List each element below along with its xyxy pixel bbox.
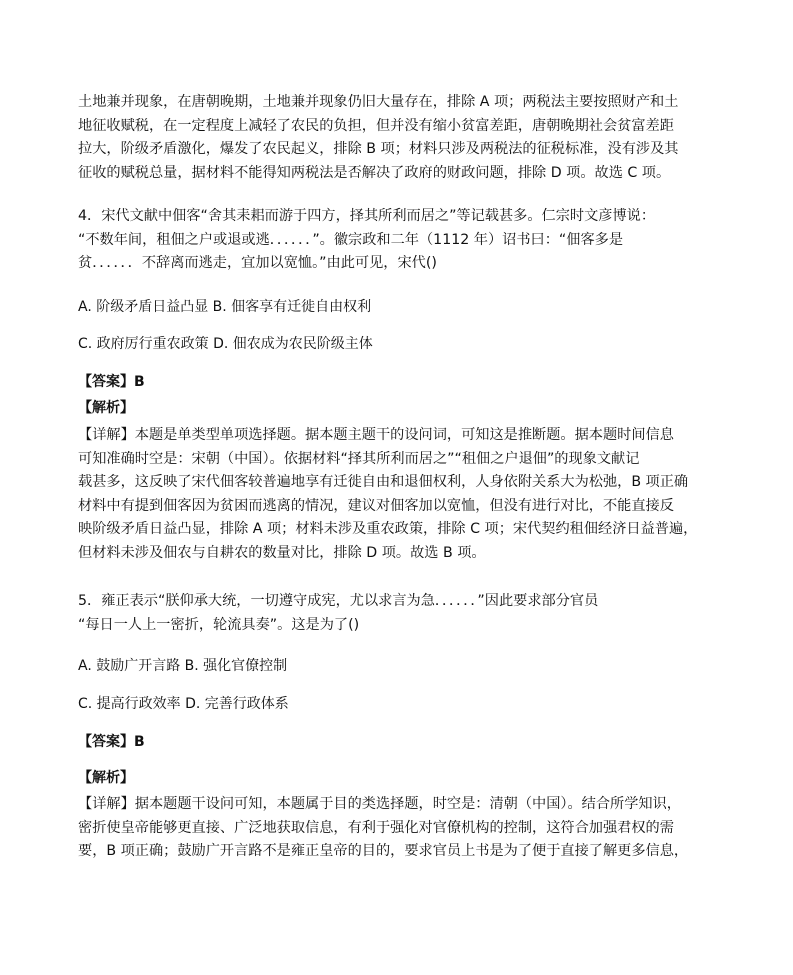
text-line: 拉大，阶级矛盾激化，爆发了农民起义，排除 B 项；材料只涉及两税法的征税标准，没有涉及其: [78, 141, 679, 157]
text-line: 映阶级矛盾日益凸显，排除 A 项；材料未涉及重农政策，排除 C 项；宋代契约租佃经济日益普遍，: [78, 521, 698, 537]
question-4-options-cd: C. 政府厉行重农政策 D. 佃农成为农民阶级主体: [78, 336, 373, 352]
question-4-stem: [78, 205, 718, 276]
text-line: 5．雍正表示“朕仰承大统，一切遵守成宪，尤以求言为急．．．．．．”因此要求部分官员: [78, 593, 599, 609]
question-4-answer: 【答案】B: [78, 374, 145, 390]
text-line: 可知准确时空是：宋朝（中国）。依据材料“择其所利而居之”“租佃之户退佃”的现象文献记: [78, 450, 640, 467]
question-5-options-cd: C. 提高行政效率 D. 完善行政体系: [78, 696, 289, 712]
text-line: 【详解】据本题题干设问可知，本题属于目的类选择题，时空是：清朝（中国）。结合所学知识，: [78, 796, 681, 812]
text-line: “每日一人上一密折，轮流具奏”。这是为了(): [78, 616, 360, 633]
question-5-options-ab: A. 鼓励广开言路 B. 强化官僚控制: [78, 658, 288, 674]
text-line: 载甚多，这反映了宋代佃客较普遍地享有迁徙自由和退佃权利，人身依附关系大为松弛，B 项正确: [78, 474, 689, 490]
question-4-detail: [78, 424, 718, 565]
text-line: 【详解】本题是单类型单项选择题。据本题主题干的设问词，可知这是推断题。据本题时间信息: [78, 427, 674, 443]
text-line: 4．宋代文献中佃客“舍其耒耜而游于四方，择其所利而居之”等记载甚多。仁宗时文彦博说：: [78, 208, 656, 224]
text-line: 地征收赋税，在一定程度上减轻了农民的负担，但并没有缩小贫富差距，唐朝晚期社会贫富差距: [78, 117, 674, 134]
text-line: 要，B 项正确；鼓励广开言路不是雍正皇帝的目的，要求官员上书是为了便于直接了解更多信息，: [78, 843, 689, 859]
text-line: 土地兼并现象，在唐朝晚期，土地兼并现象仍旧大量存在，排除 A 项；两税法主要按照财产和土: [78, 94, 679, 110]
text-line: 密折使皇帝能够更直接、广泛地获取信息，有利于强化对官僚机构的控制，这符合加强君权的需: [78, 819, 674, 836]
question-5-analysis-label: 【解析】: [78, 770, 134, 786]
question-4-analysis-label: 【解析】: [78, 400, 134, 416]
text-line: 材料中有提到佃客因为贫困而逃离的情况，建议对佃客加以宽恤，但没有进行对比，不能直接反: [78, 497, 674, 514]
prev-analysis: [78, 91, 718, 185]
text-line: 征收的赋税总量，据材料不能得知两税法是否解决了政府的财政问题，排除 D 项。故选 C 项。: [78, 164, 671, 181]
question-5-stem: [78, 590, 718, 637]
text-line: 贫．．．．．．不辞离而逃走，宜加以宽恤。”由此可见，宋代(): [78, 255, 437, 271]
question-5-answer: 【答案】B: [78, 734, 145, 750]
text-line: “不数年间，租佃之户或退或逃．．．．．．”。徽宗政和二年（1112 年）诏书曰：“佃客多是: [78, 231, 624, 248]
question-4-options-ab: A. 阶级矛盾日益凸显 B. 佃客享有迁徙自由权利: [78, 299, 372, 315]
text-line: 但材料未涉及佃农与自耕农的数量对比，排除 D 项。故选 B 项。: [78, 544, 486, 561]
question-5-detail: [78, 793, 718, 864]
